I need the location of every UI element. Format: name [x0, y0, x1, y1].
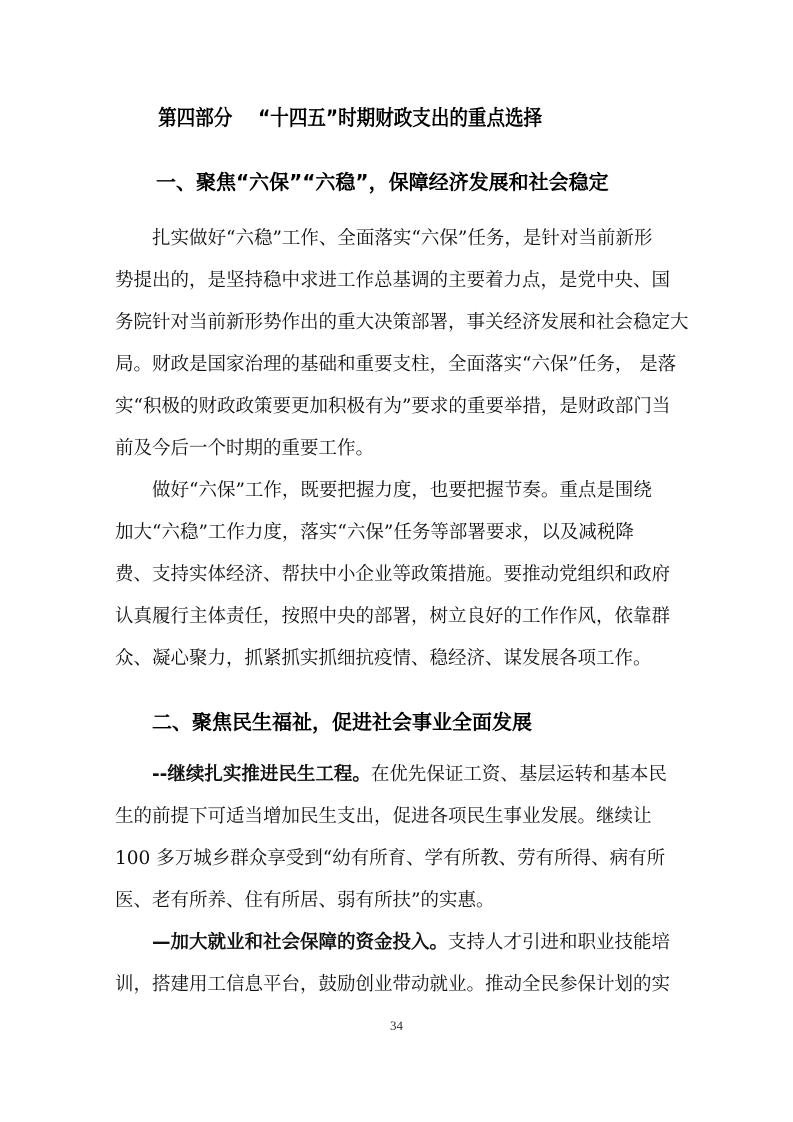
page-number: 34 [390, 1018, 403, 1033]
body-line [152, 762, 667, 788]
body-line: 费、支持实体经济、帮扶中小企业等政策措施。要推动党组织和政府 [115, 564, 671, 585]
body-line: 认真履行主体责任，按照中央的部署，树立良好的工作作风，依靠群 [115, 606, 671, 627]
page-title: 第四部分 “十四五”时期财政支出的重点选择 [158, 106, 543, 130]
body-text: 在优先保证工资、基层运转和基本民 [370, 764, 667, 785]
body-line: 加大“六稳”工作力度，落实“六保”任务等部署要求，以及减税降 [115, 522, 634, 543]
section-heading-1: 一、聚焦“六保”“六稳”，保障经济发展和社会稳定 [156, 170, 609, 194]
body-line: 众、凝心聚力，抓紧抓实抓细抗疫情、稳经济、谋发展各项工作。 [115, 648, 652, 669]
body-line: 务院针对当前新形势作出的重大决策部署，事关经济发展和社会稳定大 [115, 312, 689, 333]
body-line: 扎实做好“六稳”工作、全面落实“六保”任务，是针对当前新形 [152, 228, 653, 249]
body-line: 100 多万城乡群众享受到“幼有所育、学有所教、劳有所得、病有所 [115, 848, 666, 869]
body-line: 前及今后一个时期的重要工作。 [115, 438, 375, 459]
body-text: 支持人才引进和职业技能培 [448, 932, 671, 953]
body-line: 局。财政是国家治理的基础和重要支柱，全面落实“六保”任务， 是落 [115, 354, 677, 375]
body-line: 生的前提下可适当增加民生支出，促进各项民生事业发展。继续让 [115, 806, 652, 827]
body-line: 实“积极的财政政策要更加积极有为”要求的重要举措，是财政部门当 [115, 396, 671, 417]
section-heading-2: 二、聚焦民生福祉，促进社会事业全面发展 [152, 710, 532, 734]
body-line: 做好“六保”工作，既要把握力度，也要把握节奏。重点是围绕 [152, 480, 652, 501]
bold-lead: --继续扎实推进民生工程。 [152, 764, 371, 785]
body-line [152, 930, 670, 956]
bold-lead: —加大就业和社会保障的资金投入。 [152, 932, 449, 953]
body-line: 医、老有所养、住有所居、弱有所扶”的实惠。 [115, 890, 495, 911]
body-line: 势提出的，是坚持稳中求进工作总基调的主要着力点，是党中央、国 [115, 270, 671, 291]
body-line: 训，搭建用工信息平台，鼓励创业带动就业。推动全民参保计划的实 [115, 974, 671, 995]
